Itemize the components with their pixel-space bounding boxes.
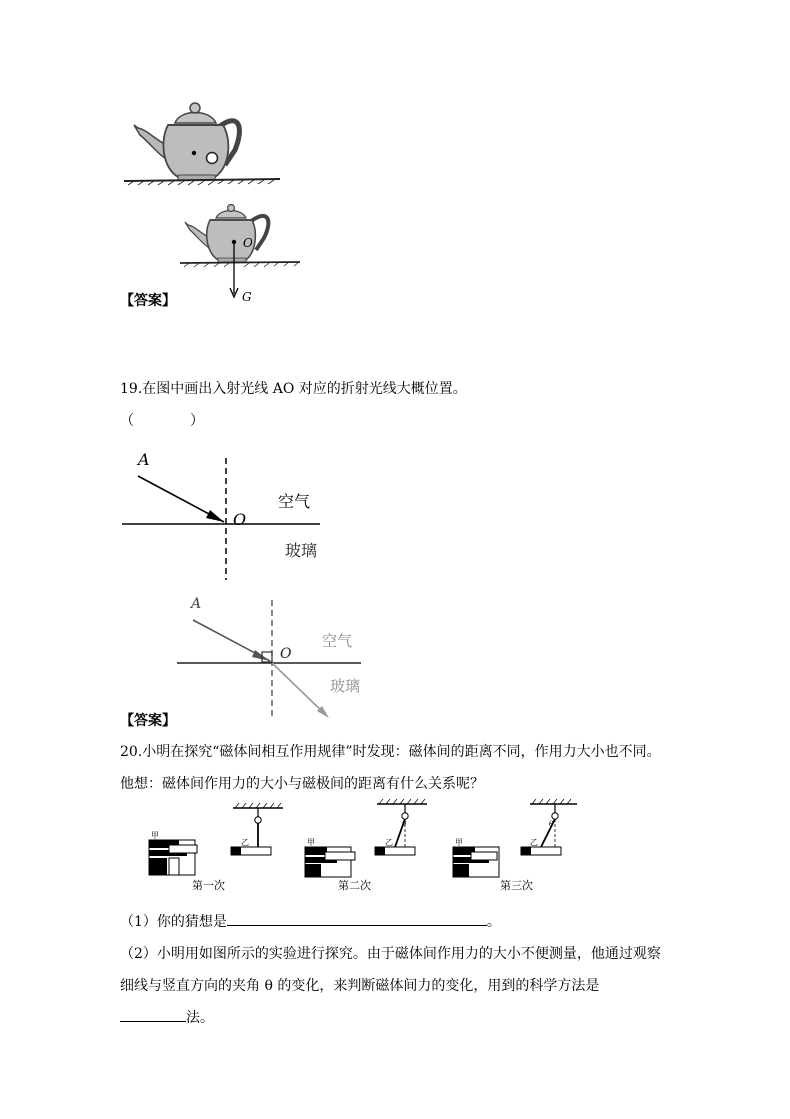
answer-label-2: 【答案】 <box>120 713 176 729</box>
q20-part2-suffix: 法。 <box>186 1010 214 1026</box>
magnet-b-label-1: 乙 <box>241 838 249 847</box>
magnet-b-label-3: 乙 <box>530 838 538 847</box>
q19-paren: （ ） <box>120 413 204 429</box>
q19-answer-label-air: 空气 <box>322 632 353 650</box>
trial-1 <box>149 803 283 875</box>
refraction-figure-answer <box>175 598 375 723</box>
q20-line1: 20.小明在探究“磁体间相互作用规律”时发现：磁体间的距离不同，作用力大小也不同。 <box>120 744 661 760</box>
q20-part2-line1: （2）小明用如图所示的实验进行探究。由于磁体间作用力的大小不便测量，他通过观察 <box>120 946 661 962</box>
q20-part1-suffix: 。 <box>486 914 501 930</box>
magnet-a-label-3: 甲 <box>455 838 463 847</box>
magnet-b-label-2: 乙 <box>385 838 393 847</box>
trial-3 <box>453 799 577 877</box>
caption-trial-3: 第三次 <box>500 879 533 892</box>
q19-label-A: A <box>138 450 150 469</box>
q19-label-glass: 玻璃 <box>285 541 318 560</box>
gravity-label: G <box>242 290 252 304</box>
q19-answer-label-O: O <box>280 646 292 662</box>
q19-label-O: O <box>233 510 247 529</box>
magnet-a-label-1: 甲 <box>151 831 159 840</box>
angle-label-3: θ <box>549 820 554 828</box>
q19-answer-label-A: A <box>191 596 202 612</box>
q19-text: 19.在图中画出入射光线 AO 对应的折射光线大概位置。 <box>120 381 467 397</box>
q20-part2-answer-blank[interactable] <box>120 1007 186 1022</box>
teapot-figure-question <box>120 95 290 190</box>
angle-label-2: θ <box>402 820 407 828</box>
magnet-a-label-2: 甲 <box>307 838 315 847</box>
q20-part1-prefix: （1）你的猜想是 <box>120 914 227 930</box>
q20-part1-answer-blank[interactable] <box>227 911 487 926</box>
q20-part2-line2: 细线与竖直方向的夹角 θ 的变化，来判断磁体间力的变化，用到的科学方法是 <box>120 978 600 994</box>
q20-part1 <box>120 911 501 931</box>
q19-label-air: 空气 <box>278 492 311 511</box>
trial-2 <box>305 799 427 877</box>
caption-trial-1: 第一次 <box>192 879 225 892</box>
caption-trial-2: 第二次 <box>338 879 371 892</box>
q20-line2: 他想：磁体间作用力的大小与磁极间的距离有什么关系呢？ <box>120 776 484 792</box>
refraction-figure-question <box>120 455 330 585</box>
q19-answer-label-glass: 玻璃 <box>330 677 361 695</box>
answer-label-1: 【答案】 <box>120 293 176 309</box>
center-label: O <box>243 236 253 250</box>
q20-part2-line3 <box>120 1007 214 1027</box>
